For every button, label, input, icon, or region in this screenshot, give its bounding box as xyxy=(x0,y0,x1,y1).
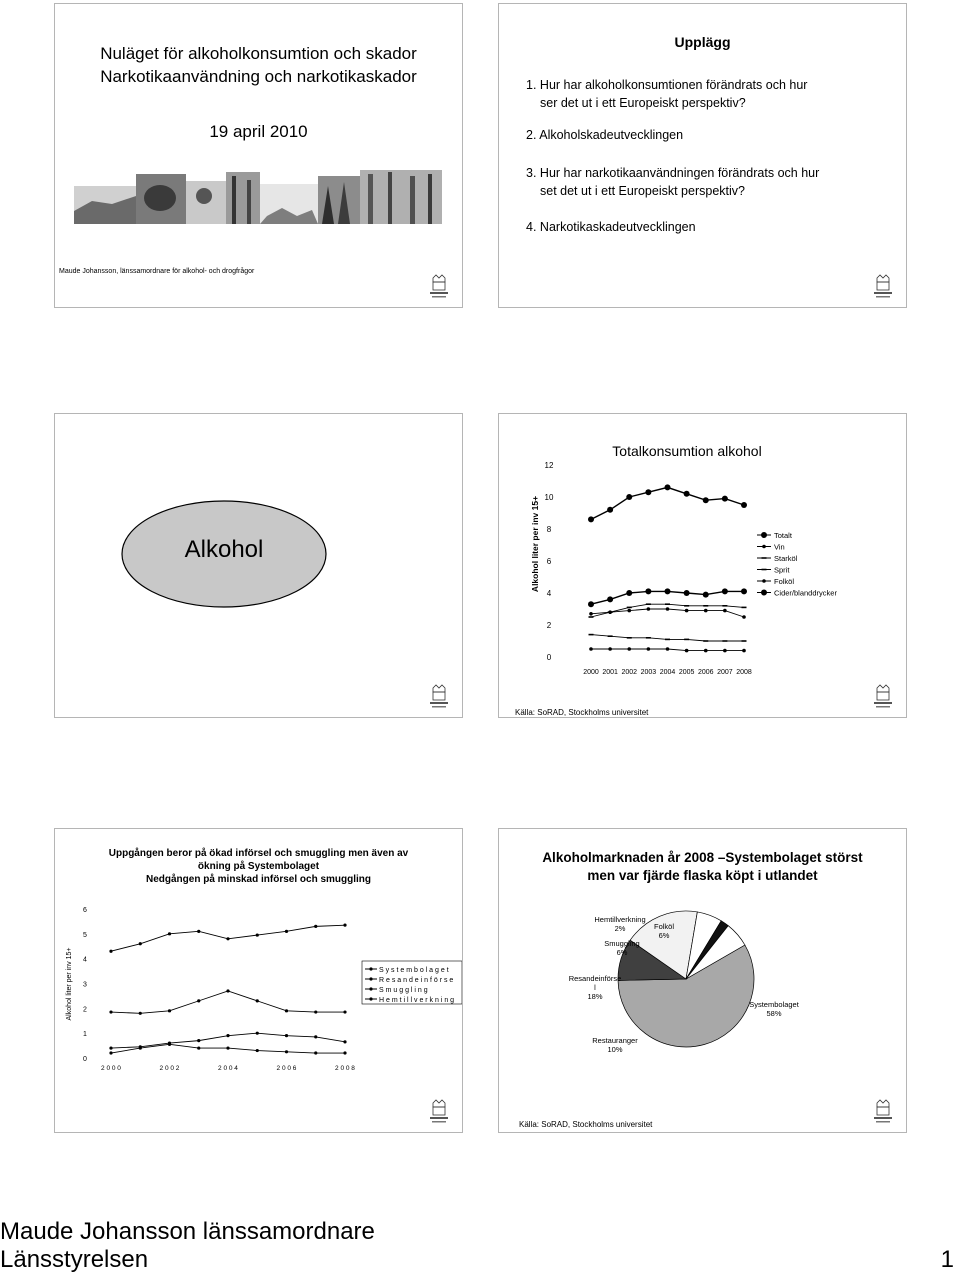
data-point xyxy=(314,925,317,928)
data-point xyxy=(343,924,346,927)
legend-label: Starköl xyxy=(774,554,798,563)
data-point xyxy=(109,1046,112,1049)
y-tick-label: 1 xyxy=(83,1031,87,1039)
chart-title: Totalkonsumtion alkohol xyxy=(612,443,762,459)
data-point xyxy=(684,590,690,596)
x-tick-label: 2 0 0 2 xyxy=(159,1065,180,1072)
data-point xyxy=(684,491,690,497)
data-point xyxy=(742,649,746,653)
data-point xyxy=(139,1012,142,1015)
agenda-item-2: 2. Alkoholskadeutvecklingen xyxy=(526,128,684,142)
slide-2-title: Upplägg xyxy=(674,34,731,50)
data-point xyxy=(256,999,259,1002)
x-tick-label: 2008 xyxy=(736,669,752,676)
data-point xyxy=(665,588,671,594)
crown-logo-icon xyxy=(429,274,449,300)
data-point xyxy=(588,601,594,607)
data-point xyxy=(168,932,171,935)
data-point xyxy=(197,999,200,1002)
data-point xyxy=(627,607,632,609)
data-point xyxy=(608,647,612,651)
data-point xyxy=(197,1039,200,1042)
data-point xyxy=(684,605,689,607)
x-tick-label: 2001 xyxy=(602,669,618,676)
series-line xyxy=(591,487,744,519)
slide-4-source: Källa: SoRAD, Stockholms universitet xyxy=(515,708,649,717)
legend xyxy=(757,531,837,598)
pie-label: Hemtillverkning xyxy=(594,915,646,924)
pie-label: 10% xyxy=(607,1045,623,1054)
x-tick-label: 2 0 0 4 xyxy=(218,1065,238,1072)
crown-logo-icon xyxy=(873,684,893,710)
pie-label: 6% xyxy=(616,948,628,957)
legend-label: Sprit xyxy=(774,565,790,575)
legend-label: Folköl xyxy=(774,577,795,586)
data-point xyxy=(588,516,594,522)
data-point xyxy=(343,1051,346,1054)
data-point xyxy=(665,484,671,490)
data-point xyxy=(647,607,651,611)
data-point xyxy=(627,609,631,613)
y-tick-label: 12 xyxy=(544,461,554,470)
data-point xyxy=(589,647,593,651)
data-point xyxy=(285,1034,288,1037)
slide-1-title: Nuläget för alkoholkonsumtion och skador Narkotikaanvändning och narkotikaskador xyxy=(100,44,417,86)
legend xyxy=(365,967,454,1004)
agenda-list xyxy=(526,76,819,236)
y-tick-label: 4 xyxy=(546,589,552,598)
slide-6-title: Alkoholmarknaden år 2008 –Systembolaget störst men var fjärde flaska köpt i utlandet xyxy=(542,850,863,883)
legend-marker xyxy=(369,967,372,970)
data-point xyxy=(343,1040,346,1043)
data-point xyxy=(645,489,651,495)
data-point xyxy=(256,1032,259,1035)
data-point xyxy=(589,612,593,616)
y-axis-label: Alkohol liter per inv 15+ xyxy=(66,947,73,1021)
data-point xyxy=(285,1050,288,1053)
series-0 xyxy=(588,484,747,522)
x-tick-label: 2 0 0 8 xyxy=(335,1065,355,1072)
data-point xyxy=(109,950,112,953)
pie-label: 2% xyxy=(614,924,626,933)
data-point xyxy=(109,1010,112,1013)
data-point xyxy=(723,649,727,653)
data-point xyxy=(742,615,746,619)
slide-3 xyxy=(54,413,463,718)
x-tick-label: 2000 xyxy=(583,669,599,676)
data-point xyxy=(722,496,728,502)
pie-label: Smuggling xyxy=(604,939,640,948)
series-1 xyxy=(589,607,746,619)
legend-marker xyxy=(761,532,767,538)
slide-1-date: 19 april 2010 xyxy=(209,122,308,141)
slide-1-author: Maude Johansson, länssamordnare för alkohol- och drogfrågor xyxy=(59,268,255,275)
data-point xyxy=(139,1046,142,1049)
y-tick-label: 10 xyxy=(544,493,554,502)
data-point xyxy=(685,609,689,613)
y-tick-label: 0 xyxy=(546,653,552,662)
legend-label: S y s t e m b o l a g e t xyxy=(379,967,449,974)
data-point xyxy=(665,603,670,605)
data-point xyxy=(685,649,689,653)
market-trend-chart xyxy=(55,829,462,1132)
data-point xyxy=(722,588,728,594)
data-point xyxy=(168,1009,171,1012)
series-3 xyxy=(589,634,747,642)
x-tick-label: 2007 xyxy=(717,669,733,676)
data-point xyxy=(226,989,229,992)
legend-label: H e m t i l l v e r k n i n g xyxy=(379,997,455,1004)
data-point xyxy=(703,605,708,607)
slide-5-title: Uppgången beror på ökad införsel och smuggling men även av ökning på Systembolaget Nedgången på minskad införsel och smuggling xyxy=(108,848,409,885)
y-tick-label: 2 xyxy=(83,1006,87,1014)
legend-label: Vin xyxy=(774,542,785,552)
data-point xyxy=(197,930,200,933)
legend-label: Totalt xyxy=(774,531,792,540)
crown-logo-icon xyxy=(429,1099,449,1125)
data-point xyxy=(226,1034,229,1037)
data-point xyxy=(608,611,613,613)
pie-label: Folköl xyxy=(653,922,675,931)
pie-label: Restauranger xyxy=(592,1036,638,1045)
series-3 xyxy=(109,1043,346,1055)
x-tick-label: 2003 xyxy=(640,669,657,676)
footer-line-1: Maude Johansson länssamordnare xyxy=(0,1218,375,1245)
data-point xyxy=(704,649,708,653)
data-point xyxy=(607,507,613,513)
crown-logo-icon xyxy=(873,1099,893,1125)
x-tick-label: 2005 xyxy=(678,669,695,676)
legend-label: S m u g g l i n g xyxy=(379,987,428,994)
y-tick-label: 8 xyxy=(546,525,552,534)
data-point xyxy=(626,494,632,500)
data-point xyxy=(722,640,727,642)
slide-6 xyxy=(498,828,907,1133)
data-point xyxy=(646,603,651,605)
data-point xyxy=(314,1051,317,1054)
data-point xyxy=(665,639,670,641)
data-point xyxy=(314,1035,317,1038)
data-point xyxy=(627,637,632,639)
data-point xyxy=(256,1049,259,1052)
y-tick-label: 4 xyxy=(83,956,87,964)
pie-label: Resandeinförse xyxy=(568,974,622,983)
data-point xyxy=(684,639,689,641)
data-point xyxy=(226,937,229,940)
pie-label: 18% xyxy=(587,992,603,1001)
legend-label: R e s a n d e i n f ö r s e xyxy=(379,977,454,984)
legend-marker xyxy=(369,997,372,1000)
x-tick-label: 2 0 0 6 xyxy=(276,1065,297,1072)
data-point xyxy=(703,497,709,503)
data-point xyxy=(646,637,651,639)
y-tick-label: 3 xyxy=(83,981,87,989)
data-point xyxy=(626,590,632,596)
data-point xyxy=(741,588,747,594)
series-line xyxy=(111,991,345,1013)
legend-label: Cider/blanddrycker xyxy=(774,588,837,598)
data-point xyxy=(703,640,708,642)
series-1 xyxy=(109,989,346,1015)
y-tick-label: 6 xyxy=(83,907,87,914)
slide-4 xyxy=(498,413,907,718)
crown-logo-icon xyxy=(873,274,893,300)
data-point xyxy=(168,1043,171,1046)
y-axis-label: Alkohol liter per inv 15+ xyxy=(530,495,540,593)
data-point xyxy=(666,647,670,651)
x-tick-label: 2006 xyxy=(697,669,714,676)
data-point xyxy=(197,1046,200,1049)
legend-marker xyxy=(369,977,372,980)
data-point xyxy=(666,607,670,611)
slide-1 xyxy=(54,3,463,308)
landscape-photo-strip xyxy=(72,166,444,226)
legend-marker xyxy=(762,545,766,549)
legend-marker xyxy=(762,557,767,559)
data-point xyxy=(589,634,594,636)
data-point xyxy=(256,933,259,936)
agenda-item-3: 3. Hur har narkotikaanvändningen förändrats och hur set det ut i ett Europeiskt perspektiv? xyxy=(526,166,820,198)
data-point xyxy=(627,647,631,651)
slide-6-source: Källa: SoRAD, Stockholms universitet xyxy=(519,1120,653,1129)
data-point xyxy=(704,609,708,613)
legend-marker xyxy=(761,590,767,596)
x-tick-label: 2 0 0 0 xyxy=(101,1065,121,1072)
y-tick-label: 2 xyxy=(546,621,552,630)
data-point xyxy=(226,1046,229,1049)
data-point xyxy=(722,605,727,607)
x-tick-label: 2004 xyxy=(659,669,676,676)
market-share-pie-chart xyxy=(499,829,906,1119)
y-tick-label: 6 xyxy=(546,557,552,566)
pie-label: l xyxy=(594,983,596,992)
pie-label: 6% xyxy=(658,931,670,940)
crown-logo-icon xyxy=(429,684,449,710)
data-point xyxy=(285,1009,288,1012)
data-point xyxy=(742,640,747,642)
x-tick-label: 2002 xyxy=(621,669,638,676)
legend-marker xyxy=(762,579,766,583)
series-4 xyxy=(589,647,746,652)
legend-marker xyxy=(762,569,767,571)
total-consumption-chart xyxy=(499,414,906,694)
data-point xyxy=(741,502,747,508)
data-point xyxy=(647,647,651,651)
agenda-item-1: 1. Hur har alkoholkonsumtionen förändrats och hur ser det ut i ett Europeiskt perspektiv? xyxy=(526,78,808,110)
slide-5 xyxy=(54,828,463,1133)
data-point xyxy=(285,930,288,933)
footer-line-2: Länsstyrelsen xyxy=(0,1246,149,1273)
agenda-item-4: 4. Narkotikaskadeutvecklingen xyxy=(526,220,696,234)
data-point xyxy=(343,1010,346,1013)
page-number: 1 xyxy=(940,1246,954,1273)
data-point xyxy=(742,607,747,609)
data-point xyxy=(723,609,727,613)
alkohol-label: Alkohol xyxy=(184,536,264,563)
data-point xyxy=(607,596,613,602)
data-point xyxy=(139,942,142,945)
pie-label: 58% xyxy=(766,1009,782,1018)
data-point xyxy=(645,588,651,594)
data-point xyxy=(608,635,613,637)
slide-2 xyxy=(498,3,907,308)
y-tick-label: 5 xyxy=(83,931,87,939)
y-tick-label: 0 xyxy=(83,1056,87,1063)
data-point xyxy=(703,592,709,598)
legend-marker xyxy=(369,987,372,990)
pie-label: Systembolaget xyxy=(749,1000,799,1009)
data-point xyxy=(314,1010,317,1013)
data-point xyxy=(589,616,594,618)
data-point xyxy=(109,1051,112,1054)
series-0 xyxy=(109,924,346,953)
